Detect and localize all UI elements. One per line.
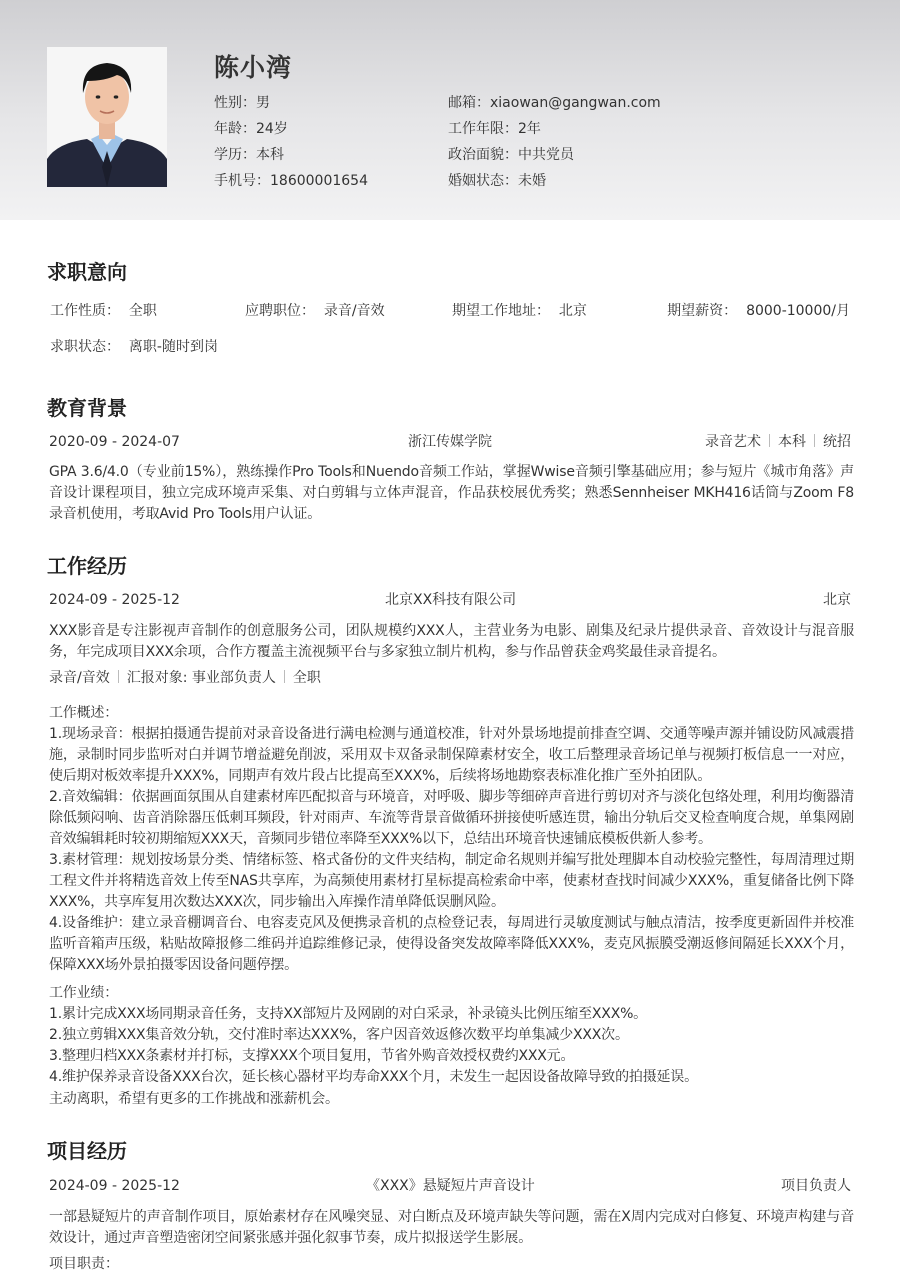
marital-status-field: 婚姻状态：未婚 [448, 173, 546, 189]
section-title-work: 工作经历 [47, 554, 127, 578]
work-overview: 工作概述： 1.现场录音：根据拍摄通告提前对录音设备进行满电检测与通道校准，针对外景场地提前排查空调、交通等噪声源并铺设防风减震措施，录制时同步监听对白并调节增益避免削波，采用双卡双备录制保障素材安全，收工后整理录音场记单与视频打板信息一一对应，使后期对板效率提升XXX%，同期声有效片段占比提高至XXX%，后续将场地勘察表标准化推广至外拍团队。 2.音效编辑：依据画面氛围从自建素材库匹配拟音与环境音，对呼吸、脚步等细碎声音进行剪切对齐与淡化包络处理，利用均衡器清除低频闷响、齿音消除器压低刺耳频段，针对雨声、车流等背景音做循环拼接使听感连贯，输出分轨后交叉检查响度合规，单集网剧音效编辑耗时较初期缩短XXX天，音频同步错位率降至XXX%以下，总结出环境音快速铺底模板供新人参考。 3.素材管理：规划按场景分类、情绪标签、格式备份的文件夹结构，制定命名规则并编写批处理脚本自动校验完整性，每周清理过期工程文件并将精选音效上传至NAS共享库，为高频使用素材打星标提高检索命中率，使素材查找时间减少XXX%，重复储备比例下降XXX%，共享库复用次数达XXX次，同步输出入库操作清单降低误删风险。 4.设备维护：建立录音棚调音台、电容麦克风及便携录音机的点检登记表，每周进行灵敏度测试与触点清洁，按季度更新固件并校准监听音箱声压级，粘贴故障报修二维码并追踪维修记录，使得设备突发故障率降低XXX%，麦克风振膜受潮返修间隔延长XXX个月，保障XXX场外景拍摄零因设备问题停摆。 [49, 705, 854, 973]
position-value: 录音/音效 [323, 303, 385, 319]
political-status-field: 政治面貌：中共党员 [448, 147, 574, 163]
work-years-field: 工作年限：2年 [448, 121, 541, 137]
project-duties-label: 项目职责： [49, 1256, 119, 1272]
work-tags [49, 668, 321, 688]
admission-type: 统招 [823, 434, 851, 450]
avatar [47, 47, 167, 187]
project-role: 项目负责人 [781, 1178, 851, 1194]
leave-reason: 主动离职，希望有更多的工作挑战和涨薪机会。 [49, 1091, 339, 1107]
job-type-label: 工作性质： [50, 303, 120, 319]
salary [667, 301, 850, 321]
profile-header [0, 0, 900, 220]
job-status-value: 离职-随时到岗 [128, 339, 218, 355]
report-to: 汇报对象: 事业部负责人 [126, 670, 276, 686]
section-title-project: 项目经历 [47, 1139, 127, 1163]
section-title-education: 教育背景 [47, 396, 127, 420]
avatar-photo-icon [47, 47, 167, 187]
divider [814, 434, 815, 447]
employment-type: 全职 [292, 670, 321, 686]
candidate-name: 陈小湾 [214, 53, 293, 82]
education-field: 学历：本科 [214, 147, 284, 163]
age-field: 年龄：24岁 [214, 121, 288, 137]
job-type-value: 全职 [128, 303, 157, 319]
major: 录音艺术 [705, 434, 761, 450]
salary-value: 8000-10000/月 [746, 303, 850, 319]
job-status [50, 337, 218, 357]
job-type [50, 301, 157, 321]
divider [284, 670, 285, 683]
work-achievements: 工作业绩： 1.累计完成XXX场同期录音任务，支持XX部短片及网剧的对白采录，补录镜头比例压缩至XXX%。 2.独立剪辑XXX集音效分轨，交付准时率达XXX%，客户因音效返修次数平均单集减少XXX次。 3.整理归档XXX条素材并打标，支撑XXX个项目复用，节省外购音效授权费约XXX元。 4.维护保养录音设备XXX台次，延长核心器材平均寿命XXX个月，未发生一起因设备故障导致的拍摄延误。 [49, 985, 698, 1085]
degree: 本科 [778, 434, 806, 450]
location [452, 301, 587, 321]
company-name: 北京XX科技有限公司 [385, 592, 517, 608]
section-title-intent: 求职意向 [47, 260, 127, 284]
divider [118, 670, 119, 683]
school-name: 浙江传媒学院 [408, 434, 492, 450]
education-tags [705, 432, 851, 452]
position [245, 301, 385, 321]
phone-field: 手机号：18600001654 [214, 173, 368, 189]
divider [769, 434, 770, 447]
project-description: 一部悬疑短片的声音制作项目，原始素材存在风噪突显、对白断点及环境声缺失等问题，需在X周内完成对白修复、环境声构建与音效设计，通过声音塑造密闭空间紧张感并强化叙事节奏，成片拟报送学生影展。 [49, 1209, 854, 1246]
education-description: GPA 3.6/4.0（专业前15%），熟练操作Pro Tools和Nuendo音频工作站，掌握Wwise音频引擎基础应用；参与短片《城市角落》声音设计课程项目，独立完成环境声采集、对白剪辑与立体声混音，作品获校展优秀奖；熟悉Sennheiser MKH416话筒与Zoom F8录音机使用，考取Avid Pro Tools用户认证。 [49, 464, 854, 522]
work-city: 北京 [823, 592, 851, 608]
salary-label: 期望薪资： [667, 303, 738, 319]
education-period: 2020-09 - 2024-07 [49, 434, 180, 450]
company-intro: XXX影音是专注影视声音制作的创意服务公司，团队规模约XXX人，主营业务为电影、剧集及纪录片提供录音、音效设计与混音服务，年完成项目XXX余项，合作方覆盖主流视频平台与多家独立制片机构，参与作品曾获金鸡奖最佳录音提名。 [49, 623, 854, 660]
gender-field: 性别：男 [214, 95, 270, 111]
email-field: 邮箱：xiaowan@gangwan.com [448, 95, 661, 111]
work-period: 2024-09 - 2025-12 [49, 592, 180, 608]
work-role: 录音/音效 [49, 670, 110, 686]
location-label: 期望工作地址： [452, 303, 550, 319]
job-status-label: 求职状态： [50, 339, 120, 355]
location-value: 北京 [558, 303, 587, 319]
position-label: 应聘职位： [245, 303, 315, 319]
project-period: 2024-09 - 2025-12 [49, 1178, 180, 1194]
project-name: 《XXX》悬疑短片声音设计 [366, 1178, 535, 1194]
